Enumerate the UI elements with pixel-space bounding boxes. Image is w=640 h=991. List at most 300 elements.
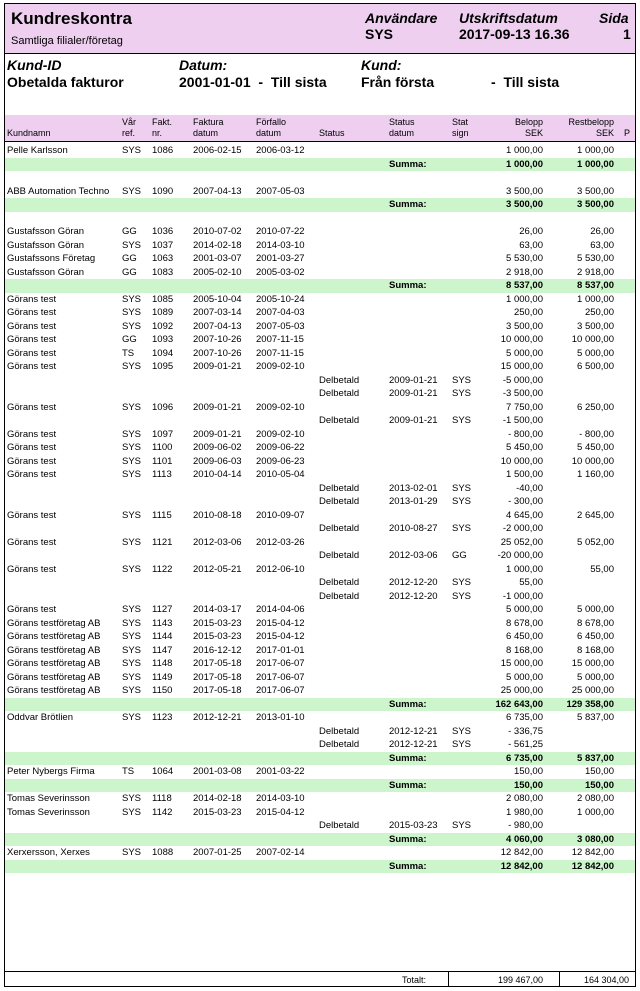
cell-ff: 2014-04-06 [256, 604, 305, 615]
column-header [5, 115, 635, 142]
cell-sd: 2012-12-21 [389, 739, 438, 750]
cell-belopp: 63,00 [519, 239, 543, 251]
cell-ff: 2005-03-02 [256, 266, 305, 278]
col-forfallo-2: datum [256, 128, 282, 138]
col-fakt-2: nr. [152, 128, 163, 138]
cell-name: Görans test [7, 347, 57, 359]
cell-status: Delbetald [319, 590, 360, 602]
col-kundnamn: Kundnamn [7, 128, 51, 138]
cell-ref: SYS [122, 671, 142, 683]
invoice-row [5, 401, 635, 415]
cell-nr: 1100 [152, 442, 173, 453]
cell-fd: 2015-03-23 [193, 617, 242, 629]
cell-name: Görans test [7, 320, 57, 332]
cell-belopp: 6 735,00 [506, 712, 543, 723]
cell-belopp: 2 080,00 [506, 793, 543, 804]
cell-ref: SYS [122, 361, 142, 372]
cell-belopp: 250,00 [513, 307, 543, 318]
cell-belopp: -1 500,00 [502, 415, 543, 426]
cell-rest: 12 842,00 [571, 860, 614, 872]
cell-rest: 150,00 [584, 779, 614, 791]
cell-name: Oddvar Brötlien [7, 712, 74, 723]
cell-nr: 1101 [152, 455, 173, 467]
cell-label: Summa: [389, 833, 427, 845]
cell-name: Görans testföretag AB [7, 631, 101, 642]
cell-nr: 1088 [152, 847, 174, 858]
cell-ref: SYS [122, 185, 142, 197]
cell-fd: 2010-07-02 [193, 226, 242, 237]
cell-nr: 1118 [152, 793, 172, 804]
cell-nr: 1127 [152, 604, 173, 615]
cell-ff: 2007-11-15 [256, 347, 304, 359]
col-p: P [624, 128, 631, 138]
spacer-row [5, 212, 635, 226]
cell-nr: 1036 [152, 226, 174, 237]
cell-status: Delbetald [319, 725, 360, 737]
cell-status: Delbetald [319, 374, 360, 386]
cell-name: Gustafssons Företag [7, 253, 96, 264]
cell-sign: GG [452, 550, 467, 561]
cell-nr: 1090 [152, 185, 174, 197]
cell-ff: 2017-01-01 [256, 644, 305, 656]
cell-ff: 2007-05-03 [256, 320, 305, 332]
cell-sign: SYS [452, 739, 472, 750]
col-ssign-1: Stat [452, 117, 469, 127]
cell-nr: 1097 [152, 428, 174, 440]
cell-rest: 3 500,00 [577, 199, 614, 210]
cell-fd: 2007-03-14 [193, 307, 242, 318]
cell-rest: 150,00 [584, 766, 614, 777]
cell-rest: 55,00 [590, 563, 614, 575]
invoice-row [5, 711, 635, 725]
invoice-row [5, 806, 635, 820]
cell-nr: 1064 [152, 766, 174, 777]
cell-ref: SYS [122, 658, 142, 669]
cell-nr: 1122 [152, 563, 173, 575]
cell-rest: 129 358,00 [566, 698, 614, 710]
payment-row [5, 414, 635, 428]
payment-row [5, 482, 635, 496]
total-label: Totalt: [402, 975, 427, 985]
cell-name: Tomas Severinsson [7, 806, 90, 818]
cell-ref: SYS [122, 563, 142, 575]
cell-fd: 2012-12-21 [193, 712, 242, 723]
total-rest: 164 304,00 [583, 975, 629, 985]
cell-label: Summa: [389, 199, 427, 210]
cell-status: Delbetald [319, 550, 360, 561]
cell-nr: 1150 [152, 685, 173, 696]
col-var-ref-1: Vår [122, 117, 137, 127]
cell-sd: 2012-12-20 [389, 577, 438, 588]
cell-belopp: 6 735,00 [506, 752, 543, 764]
cell-sd: 2013-02-01 [389, 482, 438, 494]
report-title: Kundreskontra [11, 9, 132, 28]
cell-fd: 2014-03-17 [193, 604, 242, 615]
cell-nr: 1092 [152, 320, 174, 332]
cell-sd: 2015-03-23 [389, 820, 438, 831]
cell-belopp: - 980,00 [508, 820, 543, 831]
col-belopp-1: Belopp [514, 117, 543, 127]
cell-belopp: 5 000,00 [506, 347, 543, 359]
cell-nr: 1095 [152, 361, 174, 372]
cell-label: Summa: [389, 779, 427, 791]
cell-name: Görans test [7, 536, 57, 548]
cell-nr: 1094 [152, 347, 174, 359]
cell-ref: SYS [122, 401, 142, 413]
summary-row [5, 833, 635, 847]
cell-ref: SYS [122, 847, 142, 858]
invoice-row [5, 144, 635, 158]
cell-label: Summa: [389, 752, 427, 764]
cell-rest: 5 000,00 [577, 347, 614, 359]
cell-rest: 1 000,00 [577, 158, 614, 170]
cell-fd: 2016-12-12 [193, 644, 242, 656]
cell-name: Görans test [7, 361, 57, 372]
cell-nr: 1063 [152, 253, 174, 264]
payment-row [5, 819, 635, 833]
cell-sign: SYS [452, 388, 472, 399]
payment-row [5, 549, 635, 563]
cell-label: Summa: [389, 860, 427, 872]
cell-belopp: 55,00 [519, 577, 543, 588]
cell-nr: 1143 [152, 617, 173, 629]
datum-label: Datum: [179, 57, 228, 73]
cell-ref: SYS [122, 320, 142, 332]
cell-ff: 2006-03-12 [256, 145, 305, 156]
cell-belopp: 7 750,00 [506, 401, 543, 413]
cell-ref: SYS [122, 644, 142, 656]
payment-row [5, 725, 635, 739]
cell-belopp: 5 530,00 [506, 253, 543, 264]
cell-rest: 8 537,00 [577, 280, 614, 291]
col-status: Status [319, 128, 345, 138]
cell-belopp: 25 052,00 [500, 536, 543, 548]
summary-row [5, 198, 635, 212]
cell-rest: 8 678,00 [577, 617, 614, 629]
cell-fd: 2007-04-13 [193, 320, 242, 332]
cell-rest: 10 000,00 [571, 334, 614, 345]
cell-ff: 2017-06-07 [256, 658, 305, 669]
cell-sd: 2013-01-29 [389, 496, 438, 507]
cell-nr: 1096 [152, 401, 174, 413]
cell-belopp: 3 500,00 [506, 320, 543, 332]
payment-row [5, 522, 635, 536]
invoice-row [5, 603, 635, 617]
cell-ff: 2013-01-10 [256, 712, 305, 723]
cell-sd: 2009-01-21 [389, 388, 438, 399]
cell-status: Delbetald [319, 415, 360, 426]
cell-fd: 2007-10-26 [193, 334, 242, 345]
cell-ref: SYS [122, 685, 142, 696]
cell-name: Pelle Karlsson [7, 145, 68, 156]
cell-ff: 2014-03-10 [256, 239, 305, 251]
cell-belopp: 1 000,00 [506, 158, 543, 170]
cell-name: Görans test [7, 293, 57, 305]
col-rest-2: SEK [595, 128, 614, 138]
invoice-row [5, 617, 635, 631]
page-label: Sida [599, 10, 629, 26]
summary-row [5, 279, 635, 293]
cell-ff: 2009-06-23 [256, 455, 305, 467]
payment-row [5, 576, 635, 590]
cell-sign: SYS [452, 725, 472, 737]
cell-label: Summa: [389, 280, 427, 291]
cell-sign: SYS [452, 523, 472, 534]
cell-belopp: 4 060,00 [506, 833, 543, 845]
cell-belopp: 150,00 [513, 766, 543, 777]
cell-name: Görans test [7, 307, 57, 318]
cell-rest: 250,00 [584, 307, 614, 318]
cell-sd: 2012-12-21 [389, 725, 438, 737]
cell-rest: 3 080,00 [577, 833, 614, 845]
cell-belopp: 150,00 [513, 779, 543, 791]
cell-nr: 1148 [152, 658, 173, 669]
cell-ref: SYS [122, 604, 142, 615]
printdate-value: 2017-09-13 16.36 [459, 26, 570, 42]
cell-belopp: 3 500,00 [506, 199, 543, 210]
cell-fd: 2001-03-08 [193, 766, 242, 777]
cell-belopp: 10 000,00 [500, 334, 543, 345]
cell-rest: 1 000,00 [577, 293, 614, 305]
cell-belopp: 12 842,00 [500, 847, 543, 858]
cell-ref: SYS [122, 712, 142, 723]
cell-fd: 2015-03-23 [193, 631, 242, 642]
invoice-row [5, 630, 635, 644]
cell-fd: 2009-01-21 [193, 428, 242, 440]
payment-row [5, 374, 635, 388]
invoice-row [5, 428, 635, 442]
invoice-row [5, 455, 635, 469]
cell-belopp: 4 645,00 [506, 509, 543, 521]
cell-name: Görans test [7, 469, 57, 480]
cell-name: Xerxersson, Xerxes [7, 847, 90, 858]
cell-sign: SYS [452, 482, 472, 494]
cell-rest: 5 837,00 [577, 752, 614, 764]
payment-row [5, 495, 635, 509]
cell-nr: 1121 [152, 536, 173, 548]
cell-status: Delbetald [319, 523, 360, 534]
cell-ref: GG [122, 226, 137, 237]
cell-nr: 1083 [152, 266, 174, 278]
cell-fd: 2010-04-14 [193, 469, 242, 480]
cell-rest: 6 250,00 [577, 401, 614, 413]
col-ssign-2: sign [452, 128, 469, 138]
cell-ff: 2001-03-22 [256, 766, 305, 777]
cell-fd: 2005-10-04 [193, 293, 242, 305]
cell-status: Delbetald [319, 739, 360, 750]
cell-belopp: 8 168,00 [506, 644, 543, 656]
invoice-row [5, 239, 635, 253]
cell-belopp: -3 500,00 [502, 388, 543, 399]
ledger-rows [5, 144, 635, 873]
cell-ff: 2012-06-10 [256, 563, 305, 575]
cell-ff: 2017-06-07 [256, 685, 305, 696]
cell-ref: SYS [122, 442, 142, 453]
cell-sd: 2012-03-06 [389, 550, 438, 561]
cell-belopp: 15 000,00 [500, 658, 543, 669]
cell-ref: SYS [122, 617, 142, 629]
cell-name: Gustafsson Göran [7, 226, 85, 237]
cell-belopp: 8 678,00 [506, 617, 543, 629]
report-subtitle: Samtliga filialer/företag [11, 35, 123, 47]
cell-fd: 2017-05-18 [193, 658, 242, 669]
cell-ref: GG [122, 253, 137, 264]
cell-ff: 2012-03-26 [256, 536, 305, 548]
cell-belopp: -20 000,00 [497, 550, 543, 561]
cell-sd: 2009-01-21 [389, 415, 438, 426]
cell-fd: 2009-01-21 [193, 361, 242, 372]
cell-ref: SYS [122, 455, 142, 467]
cell-belopp: 15 000,00 [500, 361, 543, 372]
cell-name: Görans test [7, 442, 57, 453]
col-forfallo-1: Förfallo [256, 117, 287, 127]
cell-rest: 6 500,00 [577, 361, 614, 372]
invoice-row [5, 441, 635, 455]
cell-nr: 1149 [152, 671, 173, 683]
report-page [4, 3, 636, 987]
cell-nr: 1086 [152, 145, 174, 156]
cell-fd: 2007-04-13 [193, 185, 242, 197]
cell-sign: SYS [452, 577, 472, 588]
cell-name: Görans test [7, 455, 57, 467]
col-rest-1: Restbelopp [568, 117, 614, 127]
cell-ff: 2009-02-10 [256, 361, 305, 372]
cell-fd: 2009-06-02 [193, 442, 242, 453]
cell-fd: 2006-02-15 [193, 145, 242, 156]
cell-rest: 5 837,00 [577, 712, 614, 723]
cell-belopp: 1 000,00 [506, 293, 543, 305]
cell-belopp: - 800,00 [508, 428, 543, 440]
cell-name: Görans testföretag AB [7, 685, 101, 696]
invoice-row [5, 684, 635, 698]
cell-name: Görans testföretag AB [7, 644, 101, 656]
payment-row [5, 738, 635, 752]
cell-sign: SYS [452, 415, 472, 426]
cell-belopp: 12 842,00 [500, 860, 543, 872]
summary-row [5, 158, 635, 172]
cell-belopp: - 561,25 [508, 739, 543, 750]
cell-name: Görans test [7, 334, 57, 345]
cell-name: ABB Automation Techno [7, 185, 110, 197]
cell-rest: 1 000,00 [577, 145, 614, 156]
invoice-row [5, 266, 635, 280]
cell-ff: 2007-02-14 [256, 847, 305, 858]
col-var-ref-2: ref. [122, 128, 136, 138]
invoice-row [5, 347, 635, 361]
invoice-row [5, 225, 635, 239]
cell-nr: 1147 [152, 644, 173, 656]
cell-ff: 2010-07-22 [256, 226, 305, 237]
cell-name: Görans test [7, 563, 57, 575]
cell-ff: 2017-06-07 [256, 671, 305, 683]
cell-belopp: -40,00 [516, 482, 543, 494]
cell-fd: 2001-03-07 [193, 253, 242, 264]
cell-ref: SYS [122, 631, 142, 642]
cell-rest: 12 842,00 [571, 847, 614, 858]
invoice-row [5, 333, 635, 347]
cell-fd: 2007-01-25 [193, 847, 242, 858]
cell-belopp: 10 000,00 [500, 455, 543, 467]
cell-ff: 2007-05-03 [256, 185, 305, 197]
cell-rest: 3 500,00 [577, 185, 614, 197]
cell-status: Delbetald [319, 388, 360, 399]
invoice-row [5, 306, 635, 320]
cell-sign: SYS [452, 590, 472, 602]
cell-fd: 2015-03-23 [193, 806, 242, 818]
cell-name: Görans test [7, 401, 57, 413]
footer-divider-1 [448, 972, 449, 987]
summary-row [5, 698, 635, 712]
cell-fd: 2009-01-21 [193, 401, 242, 413]
cell-rest: 3 500,00 [577, 320, 614, 332]
cell-nr: 1144 [152, 631, 173, 642]
spacer-row [5, 171, 635, 185]
cell-belopp: - 300,00 [508, 496, 543, 507]
cell-ref: SYS [122, 145, 142, 156]
invoice-row [5, 468, 635, 482]
cell-belopp: 5 000,00 [506, 604, 543, 615]
cell-belopp: 162 643,00 [495, 698, 543, 710]
cell-status: Delbetald [319, 820, 360, 831]
cell-rest: 15 000,00 [571, 658, 614, 669]
cell-nr: 1085 [152, 293, 174, 305]
cell-rest: 2 918,00 [577, 266, 614, 278]
cell-name: Gustafsson Göran [7, 239, 85, 251]
cell-name: Gustafsson Göran [7, 266, 85, 278]
cell-rest: 5 000,00 [577, 604, 614, 615]
cell-ref: SYS [122, 307, 142, 318]
invoice-row [5, 846, 635, 860]
invoice-row [5, 644, 635, 658]
cell-nr: 1115 [152, 509, 172, 521]
cell-ref: SYS [122, 239, 142, 251]
cell-status: Delbetald [319, 496, 360, 507]
cell-ref: SYS [122, 293, 142, 305]
cell-ref: GG [122, 334, 137, 345]
cell-ff: 2001-03-27 [256, 253, 305, 264]
cell-ref: SYS [122, 469, 142, 480]
cell-ff: 2007-04-03 [256, 307, 305, 318]
cell-rest: - 800,00 [579, 428, 614, 440]
cell-ff: 2010-09-07 [256, 509, 305, 521]
cell-ff: 2009-02-10 [256, 401, 305, 413]
total-belopp: 199 467,00 [497, 975, 543, 985]
cell-nr: 1142 [152, 806, 173, 818]
invoice-row [5, 671, 635, 685]
cell-belopp: 8 537,00 [506, 280, 543, 291]
cell-nr: 1113 [152, 469, 172, 480]
kundid-value: Obetalda fakturor [7, 74, 124, 90]
cell-belopp: 5 000,00 [506, 671, 543, 683]
invoice-row [5, 657, 635, 671]
cell-ref: TS [122, 766, 135, 777]
cell-ref: SYS [122, 806, 142, 818]
cell-ff: 2014-03-10 [256, 793, 305, 804]
kundid-label: Kund-ID [7, 57, 62, 73]
cell-nr: 1089 [152, 307, 174, 318]
cell-ff: 2007-11-15 [256, 334, 304, 345]
cell-belopp: -5 000,00 [502, 374, 543, 386]
cell-rest: 6 450,00 [577, 631, 614, 642]
cell-belopp: 5 450,00 [506, 442, 543, 453]
report-header [5, 4, 635, 54]
user-value: SYS [365, 26, 394, 42]
invoice-row [5, 360, 635, 374]
datum-value: 2001-01-01 - Till sista [179, 74, 327, 90]
cell-fd: 2009-06-03 [193, 455, 242, 467]
cell-ref: SYS [122, 536, 142, 548]
cell-belopp: -2 000,00 [502, 523, 543, 534]
